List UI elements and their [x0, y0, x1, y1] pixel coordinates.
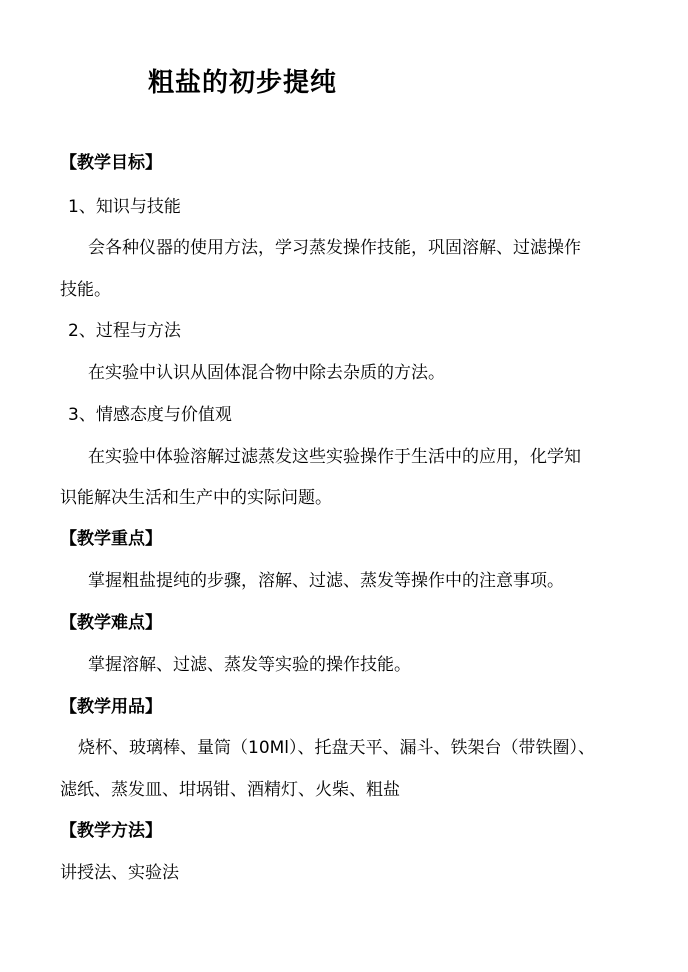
goal-attitude-text: 在实验中体验溶解过滤蒸发这些实验操作于生活中的应用，化学知	[88, 447, 581, 467]
document-title: 粗盐的初步提纯	[148, 68, 338, 98]
goal-knowledge-label: 1、知识与技能	[68, 197, 181, 217]
goals-heading: 【教学目标】	[60, 153, 162, 173]
goal-attitude-text-cont: 识能解决生活和生产中的实际问题。	[60, 488, 332, 508]
goal-process-label: 2、过程与方法	[68, 321, 181, 341]
difficulties-text: 掌握溶解、过滤、蒸发等实验的操作技能。	[88, 655, 411, 675]
methods-text: 讲授法、实验法	[60, 863, 179, 883]
goal-knowledge-text-cont: 技能。	[60, 280, 111, 300]
goal-attitude-label: 3、情感态度与价值观	[68, 405, 232, 425]
materials-text-cont: 滤纸、蒸发皿、坩埚钳、酒精灯、火柴、粗盐	[60, 780, 400, 800]
difficulties-heading: 【教学难点】	[60, 613, 162, 633]
goal-knowledge-text: 会各种仪器的使用方法，学习蒸发操作技能，巩固溶解、过滤操作	[88, 238, 581, 258]
methods-heading: 【教学方法】	[60, 821, 162, 841]
key-points-heading: 【教学重点】	[60, 529, 162, 549]
materials-text: 烧杯、玻璃棒、量筒（10Ml）、托盘天平、漏斗、铁架台（带铁圈）、	[78, 738, 596, 758]
goal-process-text: 在实验中认识从固体混合物中除去杂质的方法。	[88, 363, 445, 383]
key-points-text: 掌握粗盐提纯的步骤，溶解、过滤、蒸发等操作中的注意事项。	[88, 571, 564, 591]
materials-heading: 【教学用品】	[60, 697, 162, 717]
